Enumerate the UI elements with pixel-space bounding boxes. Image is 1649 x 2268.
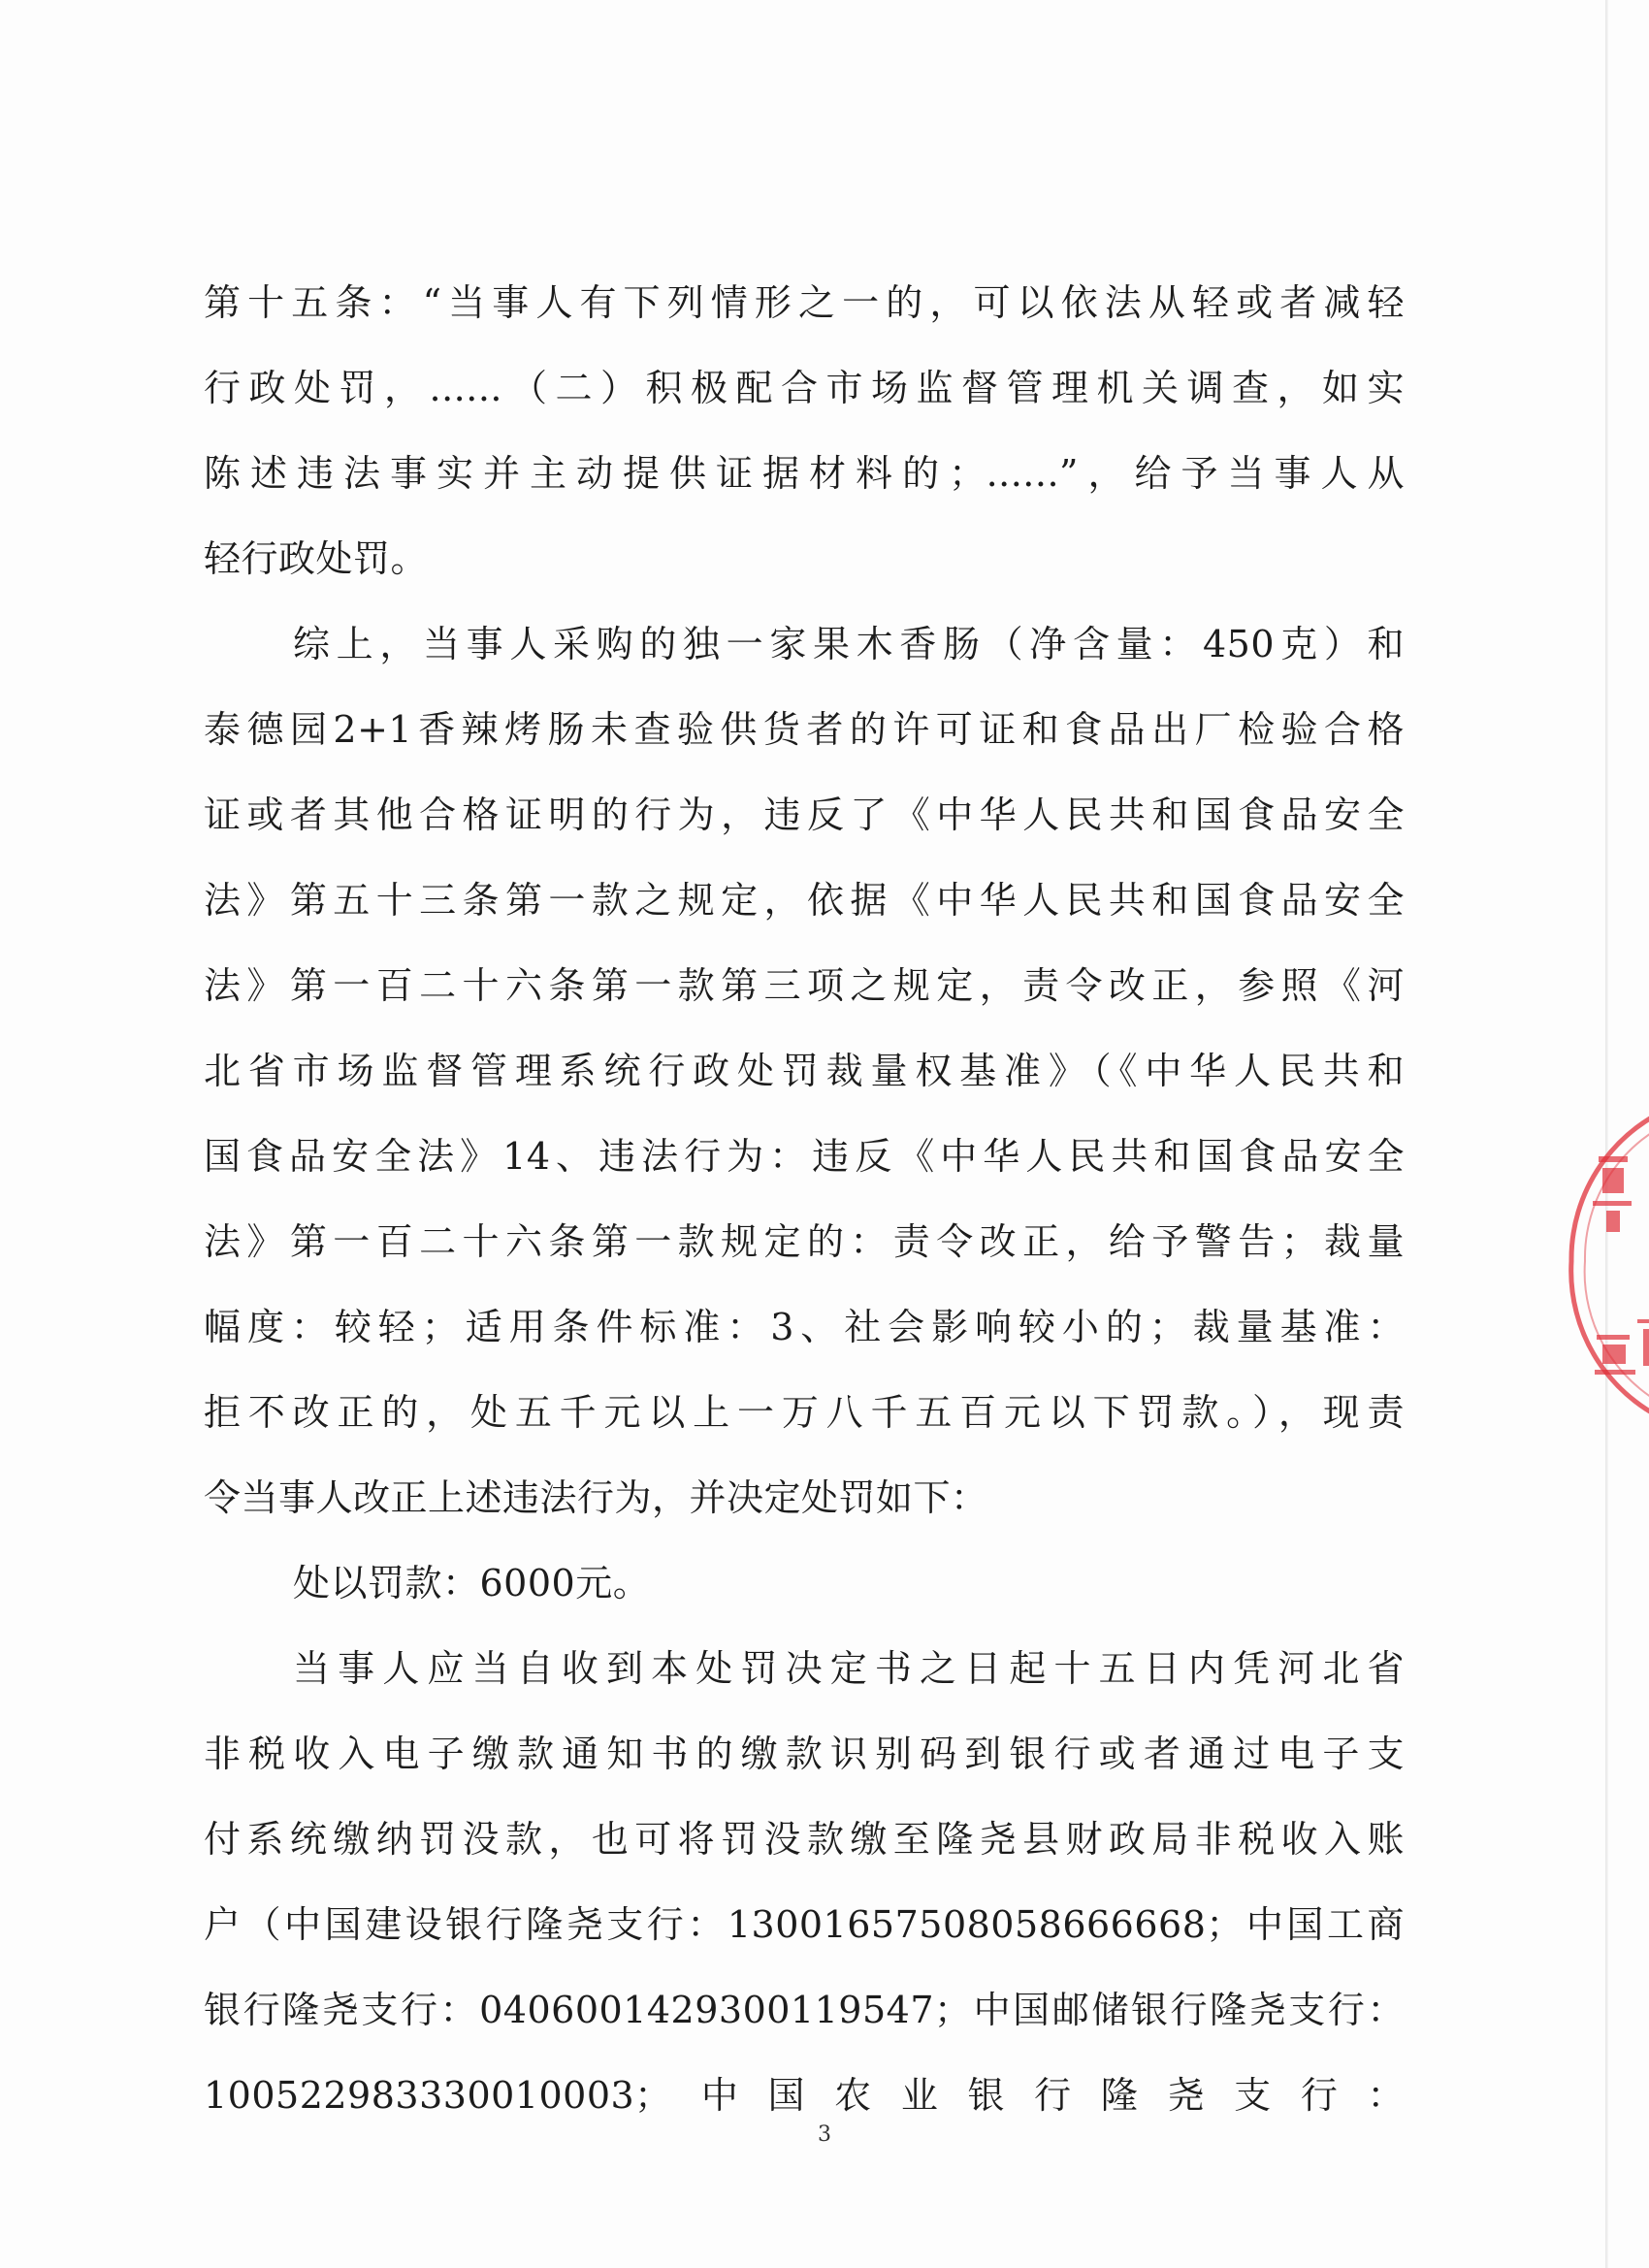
text-line: 北省市场监督管理系统行政处罚裁量权基准》（《中华人民共和 — [204, 1050, 1405, 1092]
seal-graphic — [1564, 1096, 1649, 1445]
paragraph-2 — [204, 601, 1405, 1540]
text-line: 拒不改正的，处五千元以上一万八千五百元以下罚款。），现责 — [204, 1391, 1405, 1434]
text-line: 证或者其他合格证明的行为，违反了《中华人民共和国食品安全 — [204, 794, 1405, 836]
text-line: 令当事人改正上述违法行为，并决定处罚如下： — [204, 1476, 988, 1519]
text-line: 银行隆尧支行：0406001429300119547；中国邮储银行隆尧支行： — [204, 1989, 1405, 2031]
text-line: 幅度：较轻；适用条件标准：3、社会影响较小的；裁量基准： — [204, 1306, 1405, 1348]
text-line: 综上，当事人采购的独一家果木香肠（净含量：450克）和 — [293, 623, 1405, 665]
paragraph-3 — [204, 1540, 1405, 1626]
text-line: 轻行政处罚。 — [204, 537, 429, 580]
text-line: 当事人应当自收到本处罚决定书之日起十五日内凭河北省 — [293, 1647, 1405, 1690]
text-line: 泰德园2+1香辣烤肠未查验供货者的许可证和食品出厂检验合格 — [204, 708, 1405, 751]
text-line: 行政处罚，......（二）积极配合市场监督管理机关调查，如实 — [204, 367, 1405, 409]
text-line: 户（中国建设银行隆尧支行：13001657508058666668；中国工商 — [204, 1903, 1405, 1946]
document-body — [204, 260, 1405, 2138]
text-line: 100522983330010003；中国农业银行隆尧支行： — [204, 2074, 1405, 2117]
text-line: 国食品安全法》14、违法行为：违反《中华人民共和国食品安全 — [204, 1135, 1405, 1178]
text-line: 法》第五十三条第一款之规定，依据《中华人民共和国食品安全 — [204, 879, 1405, 922]
penalty-line: 处以罚款：6000元。 — [293, 1562, 651, 1604]
page-number: 3 — [818, 2122, 831, 2147]
text-line: 陈述违法事实并主动提供证据材料的；......”，给予当事人从 — [204, 452, 1405, 495]
text-line: 法》第一百二十六条第一款规定的：责令改正，给予警告；裁量 — [204, 1220, 1405, 1263]
paragraph-4 — [204, 1626, 1405, 2138]
text-line: 法》第一百二十六条第一款第三项之规定，责令改正，参照《河 — [204, 964, 1405, 1007]
official-seal — [1564, 1096, 1649, 1445]
paragraph-1 — [204, 260, 1405, 601]
text-line: 非税收入电子缴款通知书的缴款识别码到银行或者通过电子支 — [204, 1733, 1405, 1775]
text-line: 第十五条：“当事人有下列情形之一的，可以依法从轻或者减轻 — [204, 281, 1405, 324]
text-line: 付系统缴纳罚没款，也可将罚没款缴至隆尧县财政局非税收入账 — [204, 1818, 1405, 1861]
